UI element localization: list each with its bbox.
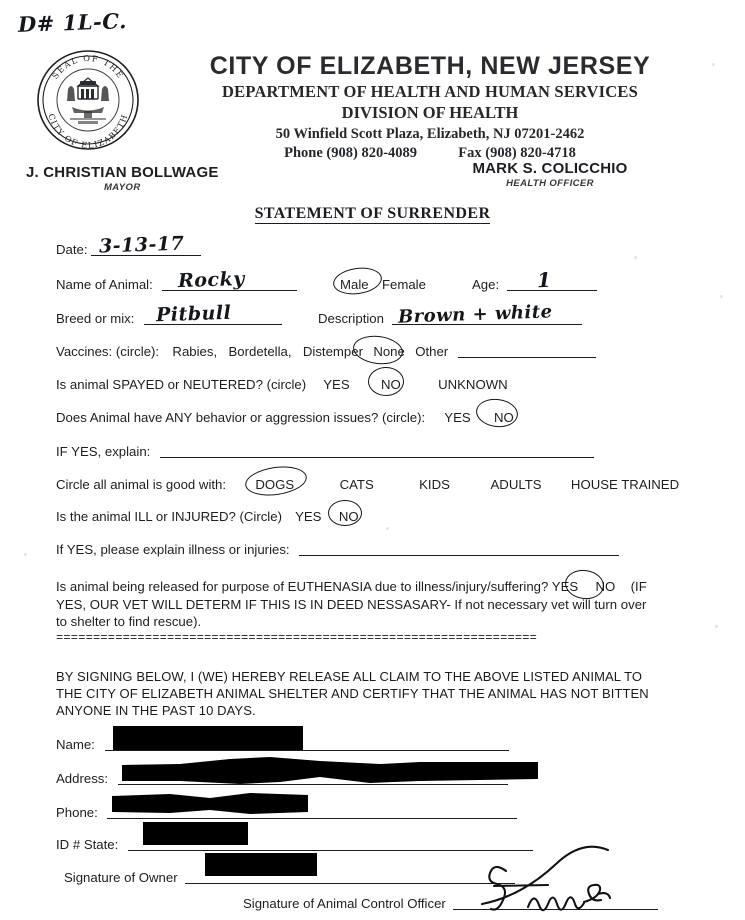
field-breed	[56, 301, 282, 327]
sex-option-male[interactable]: Male	[340, 277, 369, 292]
field-sex	[340, 278, 426, 291]
scan-speck	[634, 256, 637, 259]
good-with-option-adults[interactable]: ADULTS	[490, 477, 542, 492]
svg-text:SEAL OF THE: SEAL OF THE	[49, 52, 127, 81]
breed-label: Breed or mix:	[56, 311, 135, 326]
illness-explain-label: If YES, please explain illness or injuries:	[56, 542, 290, 557]
spayed-label: Is animal SPAYED or NEUTERED? (circle)	[56, 377, 307, 392]
age-input[interactable]	[507, 267, 597, 293]
breed-input[interactable]	[144, 301, 282, 327]
field-officer-signature	[243, 897, 658, 910]
behavior-explain-input[interactable]	[160, 445, 594, 458]
spayed-option-yes[interactable]: YES	[323, 377, 350, 392]
behavior-option-yes[interactable]: YES	[444, 410, 471, 425]
field-owner-id-state	[56, 838, 533, 851]
euthanasia-trailing: (IF	[630, 579, 647, 594]
good-with-option-cats[interactable]: CATS	[339, 477, 374, 492]
breed-value: Pitbull	[155, 301, 232, 327]
field-illness-explain	[56, 543, 619, 556]
vaccines-option-none[interactable]: None	[373, 344, 405, 359]
vaccines-label: Vaccines: (circle):	[56, 344, 160, 359]
mayor-role: MAYOR	[103, 182, 141, 193]
page-title-text: STATEMENT OF SURRENDER	[254, 205, 491, 222]
euthanasia-line1	[56, 578, 668, 596]
euthanasia-line2: YES, OUR VET WILL DETERM IF THIS IS IN DEED NESSASARY- If not necessary vet will turn over	[56, 596, 647, 612]
redaction-owner-name	[113, 726, 303, 750]
owner-address-label: Address:	[56, 771, 109, 786]
date-value: 3-13-17	[98, 232, 185, 258]
masthead-phone: Phone (908) 820-4089	[284, 145, 418, 161]
city-seal-icon	[34, 47, 142, 153]
animal-name-input[interactable]	[162, 268, 297, 293]
mayor-name: J. CHRISTIAN BOLLWAGE	[26, 164, 219, 181]
vaccines-option-other[interactable]: Other	[415, 344, 449, 359]
field-good-with	[56, 478, 679, 491]
age-label: Age:	[472, 277, 500, 292]
section-divider: =================================================================	[56, 631, 538, 645]
release-line-1: BY SIGNING BELOW, I (WE) HEREBY RELEASE ALL CLAIM TO THE ABOVE LISTED ANIMAL TO	[56, 669, 643, 684]
doc-number-handwritten: D# 1L-C.	[17, 8, 128, 37]
spayed-option-unknown[interactable]: UNKNOWN	[438, 377, 508, 392]
release-line-3: ANYONE IN THE PAST 10 DAYS.	[56, 703, 256, 719]
release-statement	[56, 668, 681, 719]
good-with-option-house-trained[interactable]: HOUSE TRAINED	[570, 477, 680, 492]
vaccines-option-rabies[interactable]: Rabies,	[172, 344, 218, 359]
field-vaccines	[56, 345, 596, 358]
masthead-department: DEPARTMENT OF HEALTH AND HUMAN SERVICES	[222, 82, 638, 101]
field-age	[472, 267, 597, 293]
masthead-division: DIVISION OF HEALTH	[341, 103, 519, 122]
spayed-option-no[interactable]: NO	[380, 377, 401, 392]
owner-name-label: Name:	[56, 737, 95, 752]
svg-text:CITY OF ELIZABETH: CITY OF ELIZABETH	[46, 112, 130, 151]
field-description	[318, 301, 582, 328]
masthead-fax: Fax (908) 820-4718	[458, 145, 576, 161]
vaccines-option-distemper[interactable]: Distemper	[302, 344, 363, 359]
description-input[interactable]	[392, 301, 582, 328]
masthead-city: CITY OF ELIZABETH, NEW JERSEY	[209, 52, 651, 80]
description-label: Description	[318, 311, 384, 326]
field-ill-injured	[56, 510, 359, 523]
ill-injured-label: Is the animal ILL or INJURED? (Circle)	[56, 509, 282, 524]
field-behavior-explain	[56, 445, 594, 458]
ill-injured-option-yes[interactable]: YES	[295, 509, 322, 524]
sex-option-female[interactable]: Female	[381, 277, 426, 292]
scan-speck	[24, 553, 27, 556]
illness-explain-input[interactable]	[299, 543, 619, 556]
animal-name-label: Name of Animal:	[56, 277, 153, 292]
ill-injured-option-no[interactable]: NO	[338, 509, 359, 524]
official-health-officer	[470, 160, 630, 189]
behavior-explain-label: IF YES, explain:	[56, 444, 151, 459]
scan-speck	[720, 295, 723, 298]
good-with-option-kids[interactable]: KIDS	[419, 477, 450, 492]
date-input[interactable]	[91, 232, 201, 258]
masthead	[150, 52, 710, 162]
good-with-label: Circle all animal is good with:	[56, 477, 227, 492]
redaction-owner-id-state	[143, 822, 248, 845]
scan-speck	[386, 527, 389, 530]
redaction-owner-signature	[205, 853, 317, 876]
scan-speck	[712, 63, 715, 66]
owner-signature-label: Signature of Owner	[64, 870, 178, 885]
euthanasia-line3: to shelter to find rescue).	[56, 614, 202, 630]
euthanasia-question: Is animal being released for purpose of EUTHENASIA due to illness/injury/suffering? YES	[56, 579, 579, 594]
field-spayed-neutered	[56, 378, 508, 391]
scan-speck	[715, 625, 718, 628]
animal-name-value: Rocky	[178, 268, 246, 293]
age-value: 1	[536, 267, 552, 293]
vaccines-other-input[interactable]	[458, 345, 596, 358]
redaction-owner-address	[120, 755, 540, 787]
euthanasia-option-no[interactable]: NO	[595, 579, 616, 594]
page-title	[0, 205, 745, 223]
field-animal-name	[56, 268, 297, 293]
good-with-option-dogs[interactable]: DOGS	[255, 477, 295, 492]
release-line-2: THE CITY OF ELIZABETH ANIMAL SHELTER AND CERTIFY THAT THE ANIMAL HAS NOT BITTEN	[56, 686, 649, 702]
field-date	[56, 232, 201, 258]
health-officer-name: MARK S. COLICCHIO	[472, 160, 628, 177]
date-label: Date:	[56, 242, 88, 257]
field-behavior-issues	[56, 411, 514, 424]
redaction-owner-phone	[110, 788, 310, 818]
description-value: Brown + white	[397, 301, 553, 328]
field-euthanasia	[56, 578, 668, 631]
officer-signature-label: Signature of Animal Control Officer	[243, 896, 446, 911]
official-mayor	[26, 164, 219, 193]
officer-signature-input[interactable]	[453, 897, 658, 910]
behavior-option-no[interactable]: NO	[494, 410, 514, 425]
health-officer-role: HEALTH OFFICER	[506, 178, 594, 189]
vaccines-option-bordetella[interactable]: Bordetella,	[228, 344, 292, 359]
behavior-label: Does Animal have ANY behavior or aggression issues? (circle):	[56, 410, 426, 425]
masthead-address: 50 Winfield Scott Plaza, Elizabeth, NJ 07201-2462	[275, 126, 585, 142]
owner-phone-label: Phone:	[56, 805, 98, 820]
owner-id-state-label: ID # State:	[56, 837, 119, 852]
